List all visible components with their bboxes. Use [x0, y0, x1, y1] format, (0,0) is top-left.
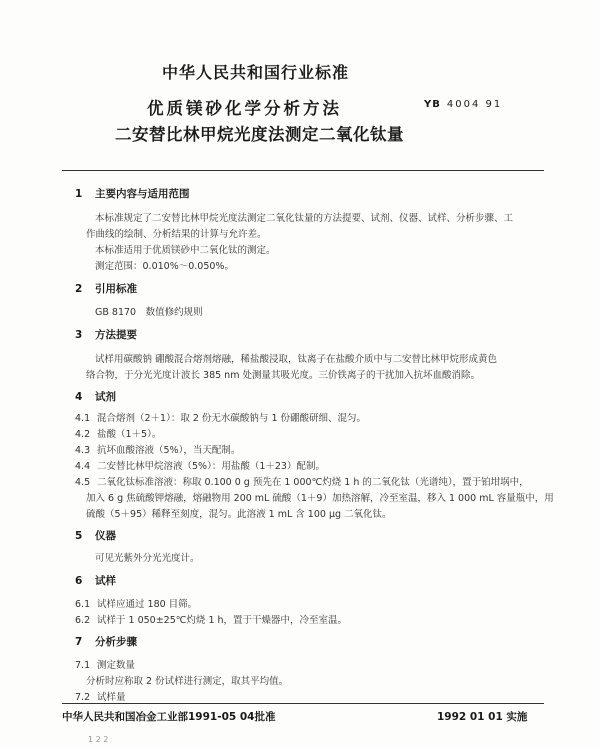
section-1-heading: [75, 186, 190, 201]
section-2-heading: [75, 281, 137, 296]
s1-paragraph-1a: 本标准规定了二安替比林甲烷光度法测定二氧化钛量的方法提要、试剂、仪器、试样、分析步骤、工: [95, 213, 514, 224]
section-title: 试剂: [95, 391, 116, 403]
item-number: 4.1: [75, 413, 91, 424]
s6-item-2: [75, 612, 347, 626]
header-rule: [62, 170, 544, 171]
page-number: 1 2 2: [88, 735, 109, 744]
s4-item-2: [75, 426, 161, 440]
item-number: 4.4: [75, 461, 91, 472]
s1-paragraph-1b: 作曲线的绘制、分析结果的计算与允许差。: [86, 229, 267, 240]
section-title: 主要内容与适用范围: [95, 188, 190, 200]
s3-paragraph-1a: 试样用碳酸钠 硼酸混合熔剂熔融，稀盐酸浸取，钛离子在盐酸介质中与二安替比林甲烷形成黄色: [95, 354, 498, 365]
section-7-heading: [75, 634, 137, 649]
s3-paragraph-1b: 络合物，于分光光度计波长 385 nm 处测量其吸光度。三价铁离子的干扰加入抗坏血酸消除。: [86, 370, 480, 381]
standard-code: YB: [424, 99, 441, 110]
s4-item-4: [75, 458, 325, 472]
item-number: 4.5: [75, 477, 91, 488]
s7-item-1: [75, 657, 135, 671]
section-number: 1: [75, 188, 83, 200]
section-3-heading: [75, 327, 137, 342]
standard-number: [424, 99, 502, 110]
section-number: 3: [75, 329, 83, 341]
section-title: 分析步骤: [95, 636, 137, 648]
s1-paragraph-3: 测定范围：0.010%～0.050%。: [95, 261, 234, 272]
section-title: 引用标准: [95, 283, 137, 295]
s2-paragraph-1: GB 8170 数值修约规则: [95, 307, 203, 318]
section-5-heading: [75, 528, 116, 543]
section-6-heading: [75, 573, 116, 588]
s1-paragraph-2: 本标准适用于优质镁砂中二氧化钛的测定。: [95, 245, 276, 256]
section-number: 2: [75, 283, 83, 295]
s7-item-2: [75, 689, 126, 703]
s5-paragraph-1: 可见光紫外分光光度计。: [95, 553, 200, 564]
implementation-date: 1992 01 01 实施: [437, 711, 528, 723]
item-text: 抗坏血酸溶液（5%），当天配制。: [97, 445, 241, 456]
item-number: 6.1: [75, 599, 91, 610]
item-text: 盐酸（1＋5）。: [97, 429, 162, 440]
document-title-line-1: 优质镁砂化学分析方法: [147, 99, 342, 118]
footer-rule: [62, 703, 544, 704]
s4-item-5-continuation-2: 硫酸（5＋95）稀释至刻度，混匀。此溶液 1 mL 含 100 μg 二氧化钛。: [86, 509, 392, 520]
section-title: 仪器: [95, 530, 116, 542]
s7-item-1-paragraph: 分析时应称取 2 份试样进行测定，取其平均值。: [86, 676, 289, 687]
section-4-heading: [75, 389, 116, 404]
item-number: 6.2: [75, 615, 91, 626]
item-text: 二氧化钛标准溶液：称取 0.100 0 g 预先在 1 000℃灼烧 1 h 的二氧化钛（光谱纯），置于铂坩埚中，: [97, 477, 529, 488]
item-text: 测定数量: [97, 660, 136, 671]
s4-item-5-continuation-1: 加入 6 g 焦硫酸钾熔融，熔融物用 200 mL 硫酸（1＋9）加热溶解，冷至室温，移入 1 000 mL 容量瓶中，用: [86, 493, 554, 504]
s4-item-5: [75, 474, 529, 488]
item-text: 试样应通过 180 目筛。: [97, 599, 198, 610]
s4-item-1: [75, 410, 366, 424]
s4-item-3: [75, 442, 240, 456]
item-text: 试样量: [97, 692, 126, 703]
section-number: 5: [75, 530, 83, 542]
issuing-authority: 中华人民共和国行业标准: [162, 63, 350, 82]
item-number: 4.2: [75, 429, 91, 440]
document-title-line-2: 二安替比林甲烷光度法测定二氧化钛量: [115, 125, 404, 144]
section-number: 4: [75, 391, 83, 403]
item-number: 4.3: [75, 445, 91, 456]
item-text: 混合熔剂（2＋1）：取 2 份无水碳酸钠与 1 份硼酸研细、混匀。: [97, 413, 367, 424]
section-title: 试样: [95, 575, 116, 587]
s6-item-1: [75, 596, 197, 610]
item-number: 7.2: [75, 692, 91, 703]
item-text: 试样于 1 050±25℃灼烧 1 h，置于干燥器中，冷至室温。: [97, 615, 348, 626]
section-number: 7: [75, 636, 83, 648]
approval-statement: 中华人民共和国冶金工业部1991-05 04批准: [62, 711, 276, 723]
item-text: 二安替比林甲烷溶液（5%）：用盐酸（1＋23）配制。: [97, 461, 325, 472]
standard-number-value: 4004 91: [446, 99, 503, 110]
section-title: 方法提要: [95, 329, 137, 341]
section-number: 6: [75, 575, 83, 587]
item-number: 7.1: [75, 660, 91, 671]
